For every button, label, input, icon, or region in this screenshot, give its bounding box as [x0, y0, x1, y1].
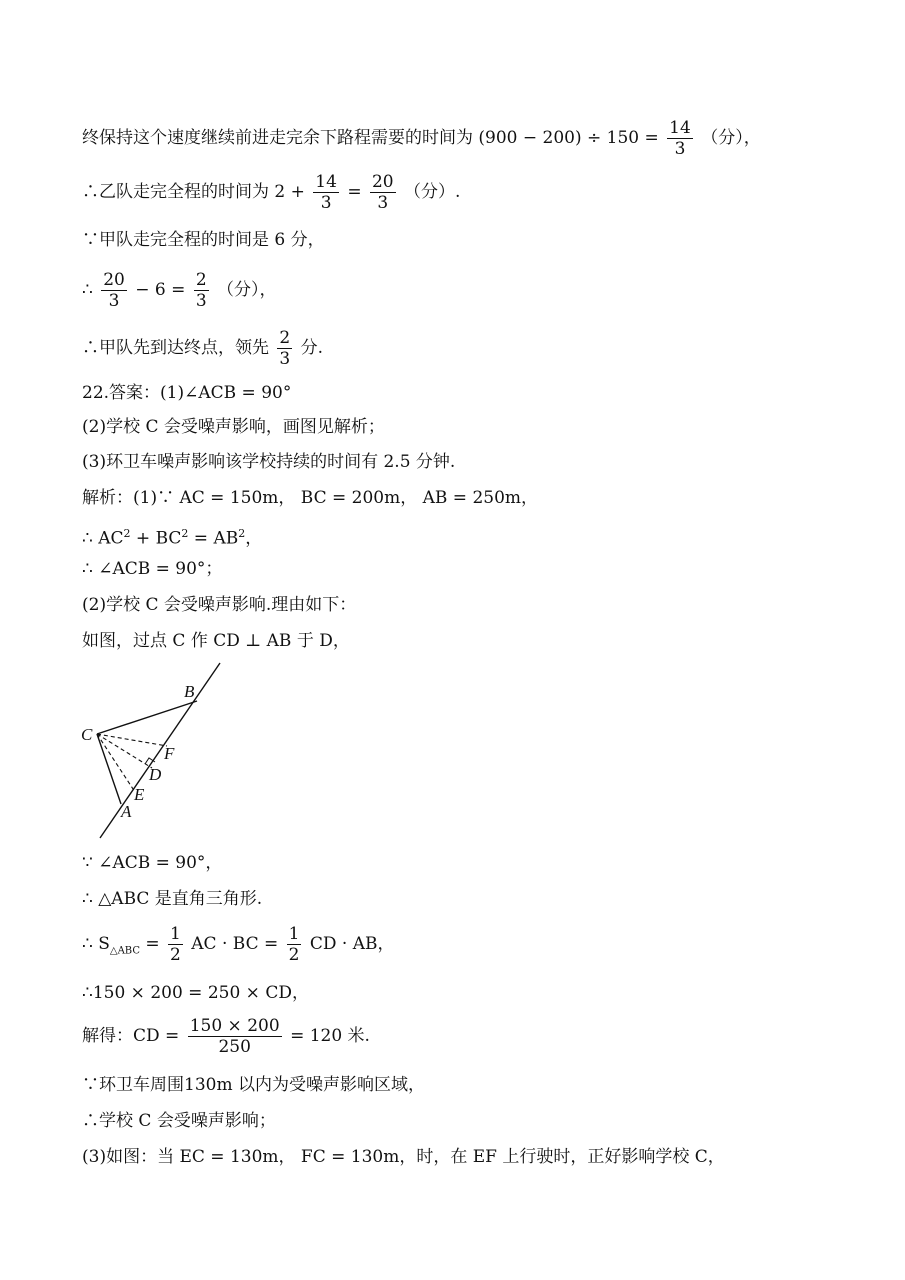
math-expression: AC · BC = — [191, 934, 279, 954]
text-line: (3)环卫车噪声影响该学校持续的时间有 2.5 分钟. — [82, 452, 456, 472]
segment-cd — [97, 734, 152, 768]
text-line — [82, 270, 277, 311]
segment-cf — [97, 734, 167, 746]
math-expression: (900 − 200) ÷ 150 = — [478, 128, 659, 148]
text-line: (2)学校 C 会受噪声影响，画图见解析； — [82, 417, 385, 437]
text: ∴乙队走完全程的时间为 — [82, 182, 269, 202]
text: 终保持这个速度继续前进走完余下路程需要的时间为 — [82, 128, 473, 148]
denominator: 3 — [279, 349, 291, 369]
fraction — [667, 118, 693, 159]
denominator: 2 — [170, 945, 181, 965]
label-e: E — [134, 785, 145, 804]
road-line — [100, 663, 220, 838]
text: ∴ AC — [82, 528, 124, 549]
denominator: 3 — [377, 193, 389, 213]
text: = AB — [188, 528, 239, 549]
label-f: F — [164, 744, 175, 763]
exponent: 2 — [123, 527, 131, 540]
text-line: 如图，过点 C 作 CD ⊥ AB 于 D， — [82, 631, 350, 651]
text-line: ∴150 × 200 = 250 × CD， — [82, 983, 309, 1003]
numerator: 20 — [103, 270, 125, 290]
text-line: ∴ △ABC 是直角三角形. — [82, 889, 263, 909]
text-line — [82, 328, 323, 369]
denominator: 250 — [218, 1037, 251, 1057]
denominator: 3 — [320, 193, 332, 213]
exponent: 2 — [181, 527, 189, 540]
text-line: ∵环卫车周围130m 以内为受噪声影响区域， — [82, 1075, 425, 1095]
numerator: 14 — [669, 118, 691, 138]
fraction — [168, 924, 183, 965]
denominator: 2 — [288, 945, 300, 965]
numerator: 14 — [315, 172, 337, 192]
unit: 分. — [300, 338, 324, 358]
fraction — [101, 270, 127, 311]
unit: （分）. — [404, 182, 461, 202]
label-c: C — [81, 725, 93, 744]
text-line: ∴ ∠ACB = 90°； — [82, 559, 223, 579]
math-expression: = 120 米. — [290, 1026, 370, 1046]
math-expression: CD · AB， — [309, 934, 395, 954]
text: 解得：CD = — [82, 1026, 180, 1046]
segment-ca — [97, 734, 121, 804]
numerator: 150 × 200 — [189, 1016, 280, 1036]
fraction — [188, 1016, 282, 1057]
text-line — [82, 523, 262, 550]
text: ∴甲队先到达终点，领先 — [82, 338, 269, 358]
text: + BC — [130, 528, 182, 549]
text-line: 解析：(1)∵ AC = 150m， BC = 200m， AB = 250m， — [82, 488, 539, 508]
therefore-symbol: ∴ — [82, 280, 93, 300]
answer-heading: 22.答案：(1)∠ACB = 90° — [82, 383, 292, 403]
math-expression: 2 + — [274, 182, 305, 202]
denominator: 3 — [195, 291, 207, 311]
label-b: B — [184, 682, 195, 701]
label-d: D — [149, 765, 162, 784]
text-line — [82, 118, 761, 159]
numerator: 2 — [279, 328, 291, 348]
text-line — [82, 172, 460, 213]
text-line: ∵ ∠ACB = 90°， — [82, 853, 223, 873]
text-line: ∵甲队走完全程的时间是 6 分， — [82, 230, 325, 250]
subscript: △ABC — [109, 945, 140, 957]
numerator: 2 — [195, 270, 207, 290]
equals: = — [347, 182, 362, 202]
segment-ce — [97, 734, 135, 792]
unit: （分）， — [217, 280, 277, 300]
text: ， — [245, 528, 263, 549]
text-line — [82, 924, 395, 965]
math-expression: − 6 = — [135, 280, 186, 300]
numerator: 20 — [371, 172, 394, 192]
unit: （分）， — [701, 128, 761, 148]
text-line — [82, 1016, 370, 1057]
fraction — [277, 328, 292, 369]
fraction — [194, 270, 209, 311]
fraction — [370, 172, 396, 213]
numerator: 1 — [170, 924, 181, 944]
text: ∴ S — [82, 934, 110, 954]
text-line: (2)学校 C 会受噪声影响.理由如下： — [82, 595, 357, 615]
text-line: (3)如图：当 EC = 130m， FC = 130m，时，在 EF 上行驶时，正好影响学校 C， — [82, 1147, 725, 1167]
fraction — [313, 172, 339, 213]
text-line: ∴学校 C 会受噪声影响； — [82, 1111, 276, 1131]
denominator: 3 — [108, 291, 120, 311]
label-a: A — [121, 802, 132, 821]
equals: = — [139, 934, 160, 954]
exponent: 2 — [238, 527, 246, 540]
fraction — [287, 924, 302, 965]
denominator: 3 — [674, 139, 686, 159]
numerator: 1 — [288, 924, 300, 944]
geometry-figure — [70, 655, 240, 845]
